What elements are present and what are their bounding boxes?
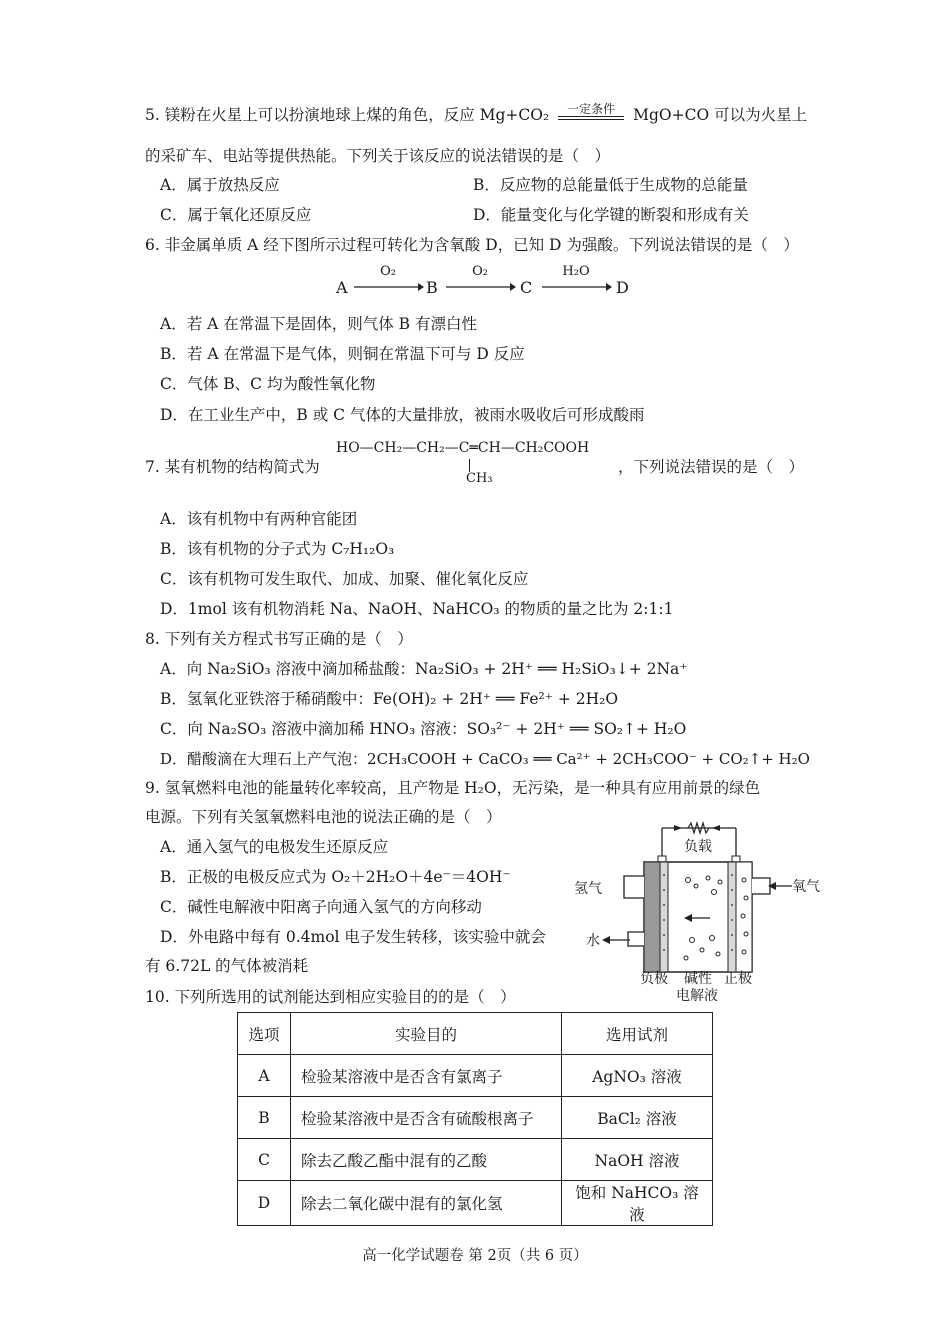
row-reagent: 饱和 NaHCO₃ 溶液: [562, 1181, 713, 1226]
q7-option-c: C．该有机物可发生取代、加成、加聚、催化氧化反应: [160, 570, 529, 588]
header-reagent: 选用试剂: [562, 1013, 713, 1055]
diagram-water-label: 水: [586, 933, 600, 949]
q8-option-a: A．向 Na₂SiO₃ 溶液中滴加稀盐酸：Na₂SiO₃ + 2H⁺ ══ H₂SiO₃↓+ 2Na⁺: [160, 660, 688, 678]
q8-option-d: D．醋酸滴在大理石上产气泡：2CH₃COOH + CaCO₃ ══ Ca²⁺ + 2CH₃COO⁻ + CO₂↑+ H₂O: [160, 750, 810, 768]
q9-stem-line2: 电源。下列有关氢氧燃料电池的说法正确的是（ ）: [145, 808, 502, 826]
diagram-positive-label: 正极: [724, 971, 752, 987]
q5-condition-arrow: [558, 104, 624, 126]
header-option: 选项: [238, 1013, 291, 1055]
row-reagent: AgNO₃ 溶液: [562, 1055, 713, 1097]
q9-option-d-line1: D．外电路中每有 0.4mol 电子发生转移，该实验中就会: [160, 928, 546, 946]
row-purpose: 检验某溶液中是否含有硫酸根离子: [291, 1097, 562, 1139]
q10-stem: 10. 下列所选用的试剂能达到相应实验目的的是（ ）: [145, 988, 516, 1006]
q7-formula-main: HO—CH₂—CH₂—C═CH—CH₂COOH: [336, 440, 590, 456]
experiment-table: [237, 1012, 713, 1226]
q9-option-a: A．通入氢气的电极发生还原反应: [160, 838, 389, 856]
q9-option-b: B．正极的电极反应式为 O₂＋2H₂O＋4e⁻＝4OH⁻: [160, 868, 511, 886]
q6-option-d: D．在工业生产中，B 或 C 气体的大量排放，被雨水吸收后可形成酸雨: [160, 406, 645, 424]
diagram-oxygen-label: 氧气: [792, 879, 820, 895]
row-option: D: [238, 1181, 291, 1226]
q7-stem-part2: ，下列说法错误的是（ ）: [618, 458, 805, 476]
chain-d: D: [616, 278, 629, 297]
q9-stem-line1: 9. 氢氧燃料电池的能量转化率较高，且产物是 H₂O，无污染，是一种具有应用前景的绿色: [145, 779, 761, 797]
table-row: [238, 1139, 713, 1181]
header-purpose: 实验目的: [291, 1013, 562, 1055]
q5-option-d: D．能量变化与化学键的断裂和形成有关: [473, 206, 749, 224]
row-purpose: 检验某溶液中是否含有氯离子: [291, 1055, 562, 1097]
q7-formula-branch: CH₃: [466, 471, 493, 486]
q9-option-c: C．碱性电解液中阳离子向通入氢气的方向移动: [160, 898, 482, 916]
chain-b: B: [426, 278, 438, 297]
diagram-hydrogen-label: 氢气: [574, 881, 602, 897]
row-purpose: 除去二氧化碳中混有的氯化氢: [291, 1181, 562, 1226]
table-header-row: [238, 1013, 713, 1055]
diagram-electrolyte-label-1: 碱性: [684, 971, 712, 987]
diagram-electrolyte-label-2: 电解液: [676, 988, 718, 1004]
q7-option-b: B．该有机物的分子式为 C₇H₁₂O₃: [160, 540, 395, 558]
row-purpose: 除去乙酸乙酯中混有的乙酸: [291, 1139, 562, 1181]
q5-option-c: C．属于氧化还原反应: [160, 206, 312, 224]
q5-option-b: B．反应物的总能量低于生成物的总能量: [473, 176, 748, 194]
chain-reagent-1: O₂: [380, 264, 396, 279]
q5-stem-part2: MgO+CO 可以为火星上: [633, 106, 808, 124]
fuel-cell-diagram: [570, 820, 830, 1005]
q5-stem-line1: [145, 104, 807, 126]
q5-stem-line2: 的采矿车、电站等提供热能。下列关于该反应的说法错误的是（ ）: [145, 147, 611, 165]
q8-option-c: C．向 Na₂SO₃ 溶液中滴加稀 HNO₃ 溶液：SO₃²⁻ + 2H⁺ ══ SO₂↑+ H₂O: [160, 720, 687, 738]
row-option: C: [238, 1139, 291, 1181]
q7-structural-formula: [336, 440, 589, 456]
chain-reagent-2: O₂: [472, 264, 488, 279]
arrow-icon: [446, 282, 516, 292]
row-option: A: [238, 1055, 291, 1097]
table-row: [238, 1097, 713, 1139]
diagram-negative-label: 负极: [640, 971, 668, 987]
q6-stem: 6. 非金属单质 A 经下图所示过程可转化为含氧酸 D，已知 D 为强酸。下列说法错误的是（ ）: [145, 236, 799, 254]
q6-option-a: A．若 A 在常温下是固体，则气体 B 有漂白性: [160, 315, 477, 333]
q8-stem: 8. 下列有关方程式书写正确的是（ ）: [145, 630, 413, 648]
q8-option-b: B．氢氧化亚铁溶于稀硝酸中：Fe(OH)₂ + 2H⁺ ══ Fe²⁺ + 2H₂O: [160, 690, 619, 708]
arrow-icon: [354, 282, 424, 292]
arrow-icon: [542, 282, 612, 292]
table-row: [238, 1055, 713, 1097]
row-reagent: NaOH 溶液: [562, 1139, 713, 1181]
page-footer: 高一化学试题卷 第 2页（共 6 页）: [362, 1248, 588, 1264]
row-option: B: [238, 1097, 291, 1139]
q6-conversion-chain: [336, 266, 636, 300]
diagram-load-label: 负载: [684, 839, 712, 855]
q6-option-c: C．气体 B、C 均为酸性氧化物: [160, 375, 376, 393]
q7-option-a: A．该有机物中有两种官能团: [160, 510, 358, 528]
row-reagent: BaCl₂ 溶液: [562, 1097, 713, 1139]
q9-option-d-line2: 有 6.72L 的气体被消耗: [145, 957, 309, 975]
chain-a: A: [336, 278, 348, 297]
q5-option-a: A．属于放热反应: [160, 176, 280, 194]
q6-option-b: B．若 A 在常温下是气体，则铜在常温下可与 D 反应: [160, 345, 525, 363]
q5-stem-part1: 5. 镁粉在火星上可以扮演地球上煤的角色，反应 Mg+CO₂: [145, 106, 550, 124]
q5-condition-label: 一定条件: [567, 102, 616, 116]
q7-option-d: D．1mol 该有机物消耗 Na、NaOH、NaHCO₃ 的物质的量之比为 2:1:1: [160, 600, 674, 618]
chain-reagent-3: H₂O: [562, 264, 590, 279]
table-row: [238, 1181, 713, 1226]
q7-stem-part1: 7. 某有机物的结构简式为: [145, 458, 320, 476]
chain-c: C: [520, 278, 533, 297]
